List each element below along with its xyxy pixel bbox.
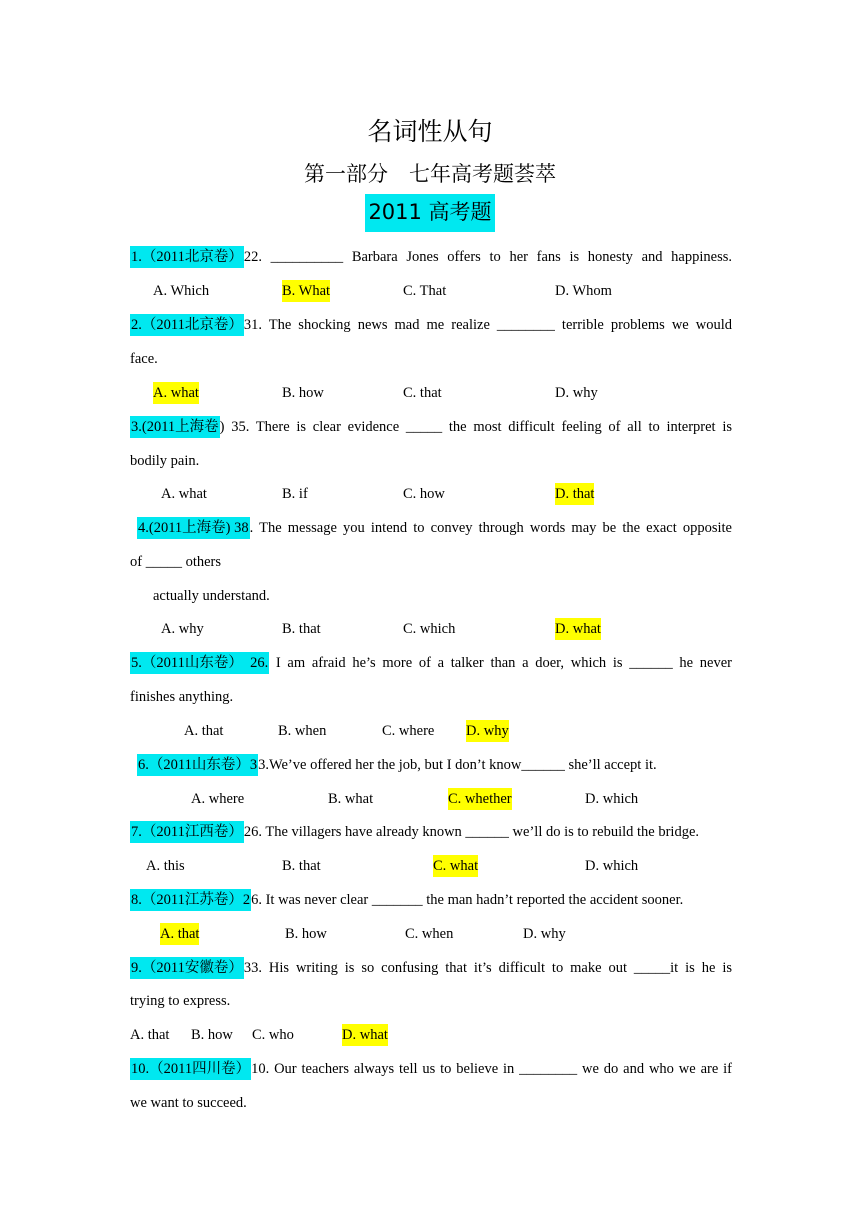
question-text: 31. The shocking news mad me realize ________ terrible problems we would [243,317,732,333]
question-10 [130,1058,732,1080]
option-d: D. why [555,385,598,401]
option-b: B. how [282,385,324,401]
question-source-tag: 8.（2011江苏卷）2 [130,889,251,911]
option-a: A. this [146,858,185,874]
question-text: 10. Our teachers always tell us to believe in ________ we do and who we are if [251,1061,732,1077]
option-b: B. how [285,926,327,942]
question-source-tag: 9.（2011安徽卷） [130,957,244,979]
question-9 [130,957,732,979]
answer-option-b: B. What [282,280,330,302]
question-source-tag: 4.(2011上海卷) 38 [137,517,250,539]
question-3 [130,416,732,438]
question-8 [130,889,683,911]
question-text: 6. It was never clear _______ the man hadn’t reported the accident sooner. [251,892,684,908]
question-continuation: of _____ others [130,554,222,570]
answer-option-a: A. that [160,923,199,945]
question-1 [130,246,732,268]
question-text: 22. __________ Barbara Jones offers to her fans is honesty and happiness. [243,249,732,265]
option-b: B. that [282,858,321,874]
answer-option-d: D. what [555,618,601,640]
question-source-tag: 6.（2011山东卷）3 [137,754,258,776]
answer-option-d: D. that [555,483,594,505]
option-a: A. where [191,791,245,807]
question-source-tag: 1.（2011北京卷） [130,246,244,268]
option-c: C. where [382,723,435,739]
answer-option-c: C. whether [448,788,512,810]
answer-option-d: D. what [342,1024,388,1046]
question-source-tag: 3.(2011上海卷 [130,416,220,438]
question-source-tag: 2.（2011北京卷） [130,314,244,336]
section-heading: 第一部分 七年高考题荟萃 [304,162,556,186]
option-c: C. how [403,486,445,502]
question-7 [130,821,699,843]
question-6 [137,754,657,776]
question-continuation: face. [130,351,158,367]
answer-option-d: D. why [466,720,509,742]
question-continuation: we want to succeed. [130,1095,247,1111]
option-c: C. who [252,1027,294,1043]
question-text: . The message you intend to convey through words may be the exact opposite [249,520,732,536]
question-text: 26. The villagers have already known ______ we’ll do is to rebuild the bridge. [243,824,700,840]
option-b: B. how [191,1027,233,1043]
option-a: A. that [130,1027,170,1043]
option-c: C. that [403,385,442,401]
option-d: D. which [585,791,639,807]
question-2 [130,314,732,336]
option-b: B. if [282,486,308,502]
question-continuation: finishes anything. [130,689,234,705]
document-title: 名词性从句 [367,117,493,146]
option-d: D. which [585,858,639,874]
option-b: B. when [278,723,327,739]
option-c: C. That [403,283,447,299]
option-d: D. Whom [555,283,612,299]
option-b: B. what [328,791,374,807]
answer-option-c: C. what [433,855,478,877]
option-b: B. that [282,621,321,637]
option-a: A. Which [153,283,210,299]
question-continuation: bodily pain. [130,453,200,469]
option-c: C. which [403,621,456,637]
question-source-tag: 7.（2011江西卷） [130,821,244,843]
question-4 [137,517,732,539]
question-text: I am afraid he’s more of a talker than a doer, which is ______ he never [269,655,732,671]
question-source-tag: 5.（2011山东卷） 26. [130,652,269,674]
question-text: 3.We’ve offered her the job, but I don’t know______ she’ll accept it. [258,757,657,773]
question-source-tag: 10.（2011四川卷） [130,1058,251,1080]
option-c: C. when [405,926,454,942]
question-text: ) 35. There is clear evidence _____ the most difficult feeling of all to interpret is [219,419,732,435]
question-5 [130,652,732,674]
question-continuation: trying to express. [130,993,231,1009]
question-continuation: actually understand. [153,588,270,604]
answer-option-a: A. what [153,382,199,404]
option-d: D. why [523,926,566,942]
option-a: A. that [184,723,224,739]
question-text: 33. His writing is so confusing that it’s difficult to make out _____it is he is [243,960,732,976]
year-heading: 2011 高考题 [365,194,494,232]
option-a: A. why [161,621,204,637]
option-a: A. what [161,486,207,502]
